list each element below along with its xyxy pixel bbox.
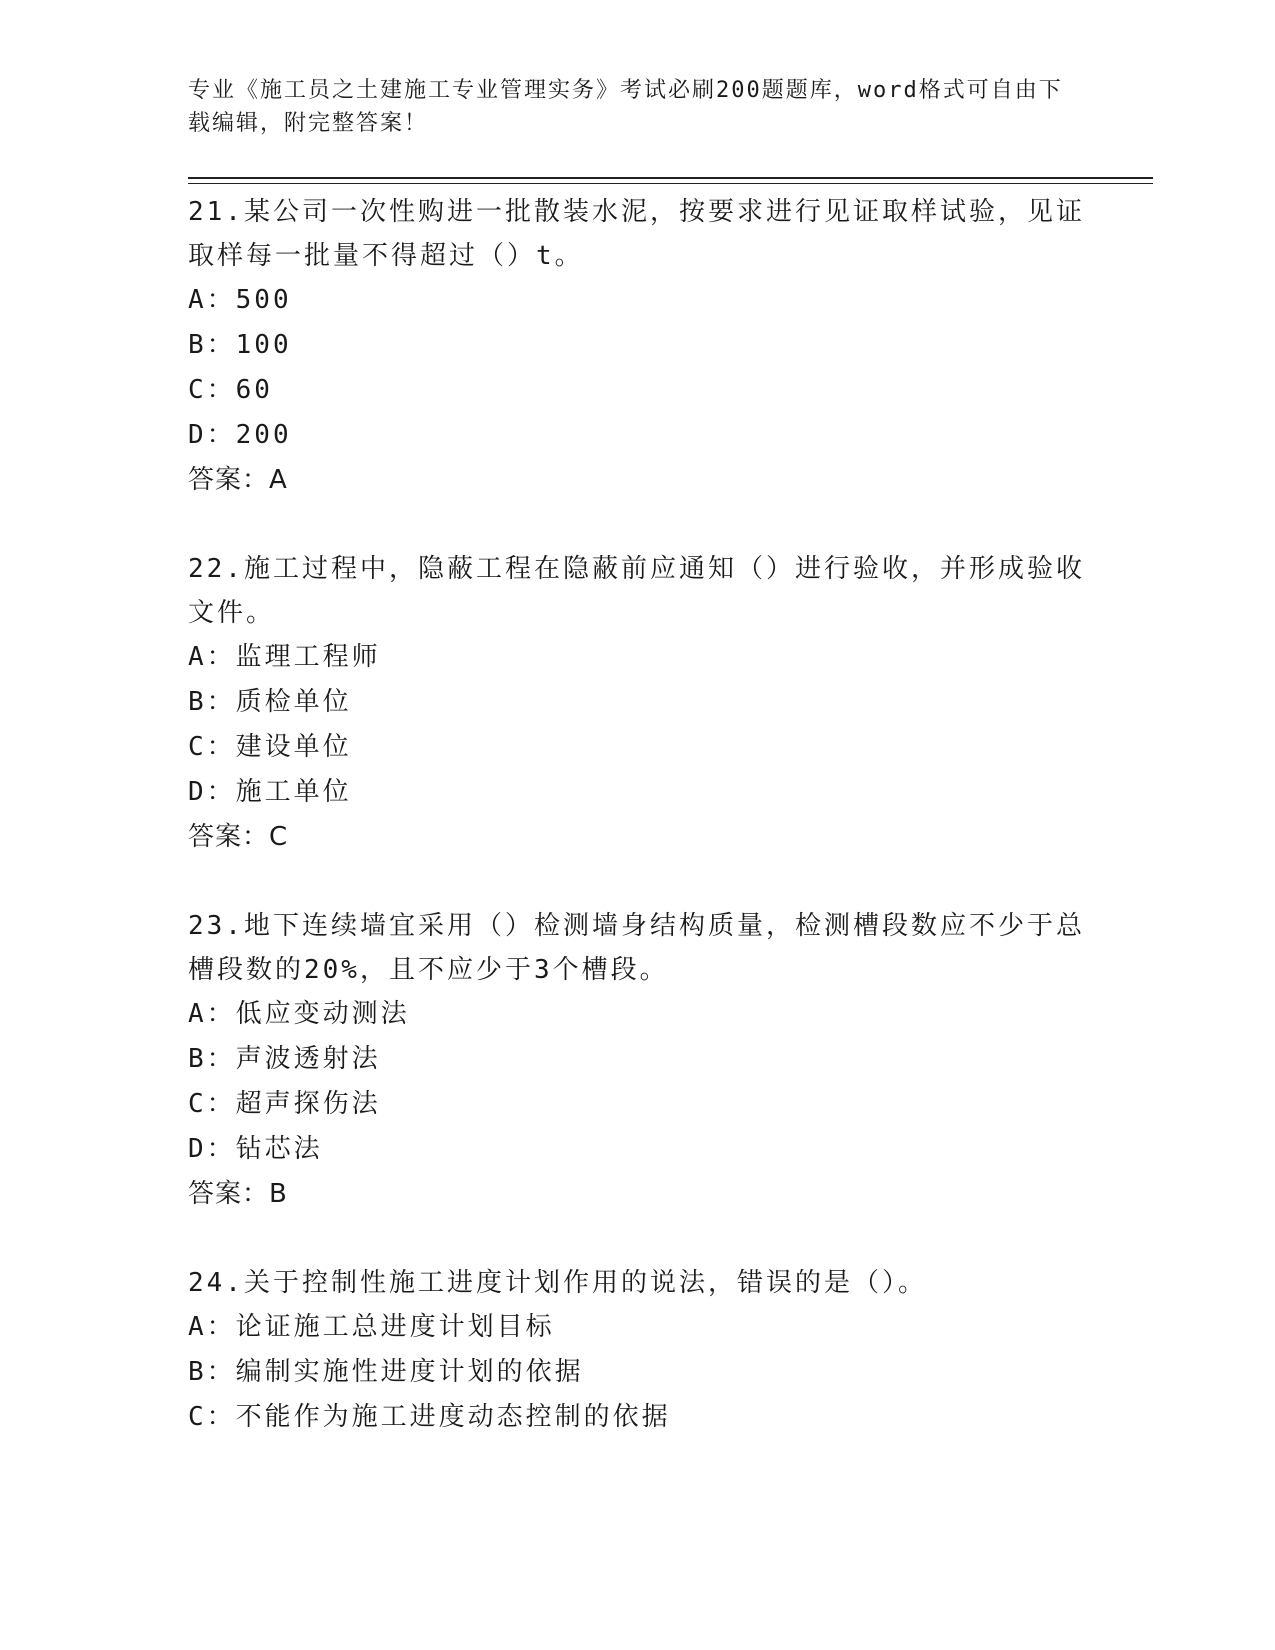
option-a: A：论证施工总进度计划目标 xyxy=(188,1312,555,1342)
option-d: D：钻芯法 xyxy=(188,1134,323,1164)
question-stem: 23.地下连续墙宜采用（）检测墙身结构质量，检测槽段数应不少于总槽段数的20%，且不应少于3个槽段。 xyxy=(188,911,1085,985)
option-c: C：超声探伤法 xyxy=(188,1089,381,1119)
option-c: C：建设单位 xyxy=(188,732,352,762)
question-stem: 24.关于控制性施工进度计划作用的说法，错误的是（）。 xyxy=(188,1268,927,1298)
question-list xyxy=(188,190,1088,1484)
question-21 xyxy=(188,190,1088,503)
option-b: B：声波透射法 xyxy=(188,1044,381,1074)
answer-line: 答案：C xyxy=(188,822,289,852)
option-d: D：施工单位 xyxy=(188,777,352,807)
option-b: B：质检单位 xyxy=(188,687,352,717)
option-a: A：监理工程师 xyxy=(188,642,381,672)
option-c: C：不能作为施工进度动态控制的依据 xyxy=(188,1402,671,1432)
option-c: C：60 xyxy=(188,375,273,405)
question-stem: 22.施工过程中，隐蔽工程在隐蔽前应通知（）进行验收，并形成验收文件。 xyxy=(188,554,1085,628)
option-a: A：低应变动测法 xyxy=(188,999,410,1029)
question-24 xyxy=(188,1261,1088,1440)
answer-line: 答案：A xyxy=(188,465,288,495)
question-23 xyxy=(188,904,1088,1217)
header-divider-thin xyxy=(188,183,1153,184)
option-a: A：500 xyxy=(188,285,292,315)
option-b: B：编制实施性进度计划的依据 xyxy=(188,1357,584,1387)
answer-line: 答案：B xyxy=(188,1179,288,1209)
question-22 xyxy=(188,547,1088,860)
question-stem: 21.某公司一次性购进一批散装水泥，按要求进行见证取样试验，见证取样每一批量不得超过（）t。 xyxy=(188,197,1085,271)
option-d: D：200 xyxy=(188,420,292,450)
document-header: 专业《施工员之土建施工专业管理实务》考试必刷200题题库，word格式可自由下载编辑，附完整答案！ xyxy=(188,78,1063,136)
header-divider-thick xyxy=(188,177,1153,179)
option-b: B：100 xyxy=(188,330,292,360)
